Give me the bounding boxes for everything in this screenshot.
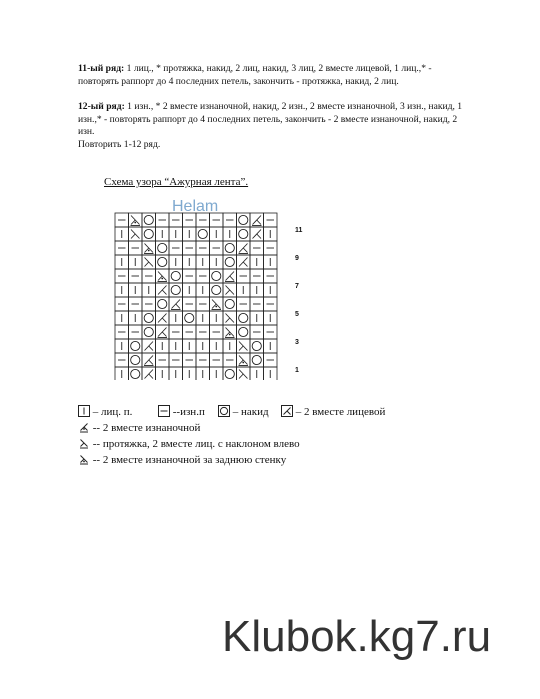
k2tog-cell — [237, 255, 251, 269]
purl-cell — [129, 241, 143, 255]
row-12-label: 12-ый ряд: — [78, 101, 125, 112]
purl-cell — [237, 297, 251, 311]
purl-cell — [183, 297, 197, 311]
legend-purl-text: --изн.п — [172, 406, 205, 418]
p2tog-tbl-symbol-icon — [78, 453, 90, 465]
purl-cell — [223, 353, 237, 367]
purl-cell — [237, 269, 251, 283]
k2tog-cell — [250, 227, 264, 241]
knitting-chart — [114, 212, 278, 380]
knit-cell — [223, 339, 237, 353]
knit-cell — [156, 227, 170, 241]
yarn-over-cell — [223, 297, 237, 311]
p2tog-tbl-cell — [142, 241, 156, 255]
purl-cell — [210, 241, 224, 255]
purl-cell — [264, 353, 278, 367]
purl-cell — [115, 325, 129, 339]
p2tog-cell — [223, 269, 237, 283]
yarn-over-cell — [196, 227, 210, 241]
legend-ssk-text: -- протяжка, 2 вместе лиц. с наклоном влево — [92, 438, 300, 450]
yarn-over-cell — [237, 213, 251, 227]
purl-cell — [210, 325, 224, 339]
knit-cell — [237, 283, 251, 297]
ssk-cell — [237, 367, 251, 380]
purl-cell — [183, 241, 197, 255]
row-11-text: 1 лиц., * протяжка, накид, 2 лиц, накид, 3 лиц, 2 вместе лицевой, 1 лиц.,* - повторять раппорт до 4 последних петель, закончить - протяжка, накид, 2 лиц. — [78, 63, 432, 87]
p2tog-tbl-cell — [156, 269, 170, 283]
purl-cell — [142, 269, 156, 283]
knit-cell — [115, 227, 129, 241]
purl-cell — [142, 297, 156, 311]
helam-watermark: Helam — [172, 198, 219, 215]
legend-k2tog — [281, 405, 385, 418]
knit-cell — [250, 283, 264, 297]
purl-cell — [196, 241, 210, 255]
p2tog-cell — [156, 325, 170, 339]
purl-cell — [115, 353, 129, 367]
purl-cell — [250, 269, 264, 283]
p2tog-cell — [169, 297, 183, 311]
knit-cell — [169, 227, 183, 241]
purl-cell — [115, 269, 129, 283]
knit-cell — [183, 227, 197, 241]
knit-cell — [183, 283, 197, 297]
knit-cell — [142, 283, 156, 297]
legend-p2tog-tbl-text: -- 2 вместе изнаночной за заднюю стенку — [92, 454, 287, 466]
knit-cell — [264, 255, 278, 269]
yarn-over-cell — [210, 283, 224, 297]
row-11-label: 11-ый ряд: — [78, 63, 125, 74]
purl-cell — [264, 297, 278, 311]
yarn-over-cell — [223, 241, 237, 255]
knit-cell — [210, 367, 224, 380]
purl-cell — [264, 241, 278, 255]
purl-cell — [196, 269, 210, 283]
knit-cell — [250, 367, 264, 380]
ssk-cell — [223, 311, 237, 325]
yarn-over-cell — [223, 255, 237, 269]
p2tog-cell — [237, 241, 251, 255]
knit-cell — [169, 367, 183, 380]
purl-cell — [250, 297, 264, 311]
purl-cell — [169, 241, 183, 255]
k2tog-cell — [142, 367, 156, 380]
yarn-over-cell — [142, 311, 156, 325]
row-12-text: 1 изн., * 2 вместе изнаночной, накид, 2 изн., 2 вместе изнаночной, 3 изн., накид, 1 изн.,* - повторять раппорт до 4 последних петель, закончить - 2 вместе изнаночной, накид, 2 изн. — [78, 101, 463, 138]
ssk-cell — [142, 255, 156, 269]
yarn-over-cell — [156, 297, 170, 311]
yarn-over-cell — [129, 353, 143, 367]
purl-cell — [129, 269, 143, 283]
knit-cell — [115, 255, 129, 269]
row-11-instructions — [78, 63, 473, 88]
legend-knit-text: – лиц. п. — [92, 406, 133, 418]
yarn-over-cell — [210, 269, 224, 283]
row-number-5: 5 — [295, 311, 299, 318]
knit-cell — [250, 311, 264, 325]
p2tog-tbl-cell — [237, 353, 251, 367]
p2tog-tbl-cell — [129, 213, 143, 227]
knit-cell — [183, 255, 197, 269]
knit-cell — [264, 367, 278, 380]
legend-p2tog-tbl — [78, 453, 286, 466]
legend-p2tog-text: -- 2 вместе изнаночной — [92, 422, 201, 434]
row-number-9: 9 — [295, 255, 299, 262]
purl-cell — [264, 325, 278, 339]
k2tog-cell — [156, 283, 170, 297]
yarn-over-cell — [142, 227, 156, 241]
purl-cell — [156, 353, 170, 367]
yarn-over-cell — [223, 367, 237, 380]
yarn-over-symbol-icon — [218, 405, 230, 417]
knit-cell — [156, 339, 170, 353]
purl-cell — [115, 297, 129, 311]
purl-cell — [250, 325, 264, 339]
knit-cell — [196, 311, 210, 325]
purl-cell — [210, 213, 224, 227]
knit-cell — [264, 227, 278, 241]
knit-cell — [129, 283, 143, 297]
ssk-cell — [223, 283, 237, 297]
site-watermark: Klubok.kg7.ru — [222, 612, 492, 661]
legend-yo — [218, 405, 269, 418]
knit-symbol-icon — [78, 405, 90, 417]
purl-cell — [264, 213, 278, 227]
purl-cell — [210, 353, 224, 367]
purl-cell — [183, 269, 197, 283]
purl-cell — [115, 241, 129, 255]
purl-cell — [264, 269, 278, 283]
legend-yo-text: – накид — [232, 406, 269, 418]
knit-cell — [183, 339, 197, 353]
knit-cell — [115, 283, 129, 297]
row-number-1: 1 — [295, 367, 299, 374]
legend-p2tog — [78, 421, 200, 434]
knit-cell — [264, 339, 278, 353]
knit-cell — [250, 255, 264, 269]
knit-cell — [156, 367, 170, 380]
yarn-over-cell — [183, 311, 197, 325]
purl-cell — [169, 353, 183, 367]
knit-cell — [264, 283, 278, 297]
purl-cell — [196, 325, 210, 339]
purl-cell — [196, 353, 210, 367]
yarn-over-cell — [169, 283, 183, 297]
repeat-instruction: Повторить 1-12 ряд. — [78, 139, 161, 150]
purl-cell — [129, 325, 143, 339]
purl-cell — [129, 297, 143, 311]
p2tog-symbol-icon — [78, 421, 90, 433]
knit-cell — [210, 255, 224, 269]
knit-cell — [169, 311, 183, 325]
purl-cell — [183, 213, 197, 227]
knit-cell — [210, 227, 224, 241]
purl-cell — [169, 213, 183, 227]
purl-cell — [156, 213, 170, 227]
chart-title: Схема узора “Ажурная лента”. — [104, 176, 249, 188]
ssk-symbol-icon — [78, 437, 90, 449]
p2tog-cell — [250, 213, 264, 227]
yarn-over-cell — [237, 325, 251, 339]
yarn-over-cell — [142, 325, 156, 339]
knit-cell — [129, 311, 143, 325]
p2tog-cell — [142, 353, 156, 367]
k2tog-cell — [142, 339, 156, 353]
yarn-over-cell — [129, 367, 143, 380]
row-12-instructions — [78, 101, 473, 139]
p2tog-tbl-cell — [223, 325, 237, 339]
purl-cell — [115, 213, 129, 227]
k2tog-cell — [156, 311, 170, 325]
purl-cell — [169, 325, 183, 339]
purl-symbol-icon — [158, 405, 170, 417]
knit-cell — [129, 255, 143, 269]
knit-cell — [196, 255, 210, 269]
yarn-over-cell — [156, 241, 170, 255]
yarn-over-cell — [156, 255, 170, 269]
knit-cell — [115, 367, 129, 380]
knit-cell — [196, 283, 210, 297]
k2tog-symbol-icon — [281, 405, 293, 417]
knit-cell — [196, 339, 210, 353]
yarn-over-cell — [237, 227, 251, 241]
purl-cell — [223, 213, 237, 227]
knit-cell — [196, 367, 210, 380]
legend-purl — [158, 405, 205, 418]
yarn-over-cell — [237, 311, 251, 325]
ssk-cell — [237, 339, 251, 353]
row-number-7: 7 — [295, 283, 299, 290]
knit-cell — [210, 311, 224, 325]
legend-knit — [78, 405, 132, 418]
knit-cell — [169, 339, 183, 353]
yarn-over-cell — [250, 339, 264, 353]
yarn-over-cell — [142, 213, 156, 227]
row-number-3: 3 — [295, 339, 299, 346]
legend-k2tog-text: – 2 вместе лицевой — [295, 406, 386, 418]
knit-cell — [115, 339, 129, 353]
legend-ssk — [78, 437, 300, 450]
row-number-11: 11 — [295, 227, 303, 234]
knit-cell — [183, 367, 197, 380]
ssk-cell — [129, 227, 143, 241]
purl-cell — [183, 325, 197, 339]
knit-cell — [115, 311, 129, 325]
knit-cell — [264, 311, 278, 325]
yarn-over-cell — [250, 353, 264, 367]
purl-cell — [196, 213, 210, 227]
knit-cell — [169, 255, 183, 269]
yarn-over-cell — [169, 269, 183, 283]
purl-cell — [196, 297, 210, 311]
purl-cell — [250, 241, 264, 255]
knit-cell — [223, 227, 237, 241]
knit-cell — [210, 339, 224, 353]
p2tog-tbl-cell — [210, 297, 224, 311]
yarn-over-cell — [129, 339, 143, 353]
purl-cell — [183, 353, 197, 367]
